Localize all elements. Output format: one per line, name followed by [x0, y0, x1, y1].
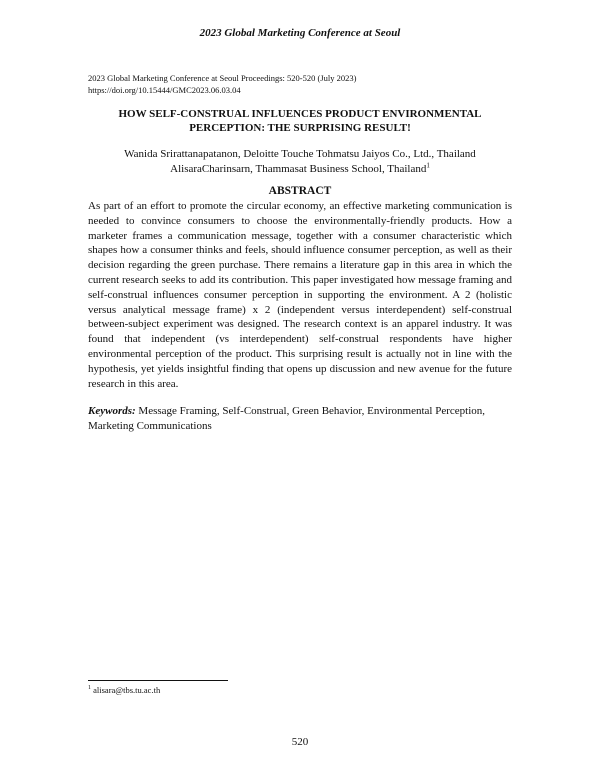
keywords-label: Keywords: [88, 405, 136, 417]
abstract-heading: ABSTRACT [268, 185, 332, 197]
author-line-2 [60, 162, 540, 177]
author-line-1: Wanida Srirattanapatanon, Deloitte Touche Tohmatsu Jaiyos Co., Ltd., Thailand [124, 148, 476, 160]
keywords [88, 404, 518, 434]
footnote-mark: 1 [426, 161, 430, 170]
author-line-2-text: AlisaraCharinsarn, Thammasat Business School, Thailand [170, 163, 427, 175]
page-number: 520 [291, 736, 309, 748]
proceedings-line: 2023 Global Marketing Conference at Seoul Proceedings: 520-520 (July 2023) [88, 73, 357, 83]
keywords-text: Message Framing, Self-Construal, Green Behavior, Environmental Perception, Marketing Communications [88, 405, 486, 432]
doi-link[interactable]: https://doi.org/10.15444/GMC2023.06.03.04 [88, 85, 241, 95]
running-header: 2023 Global Marketing Conference at Seoul [199, 27, 401, 39]
footnote-number: 1 [88, 685, 91, 692]
abstract-body: As part of an effort to promote the circular economy, an effective marketing communication is needed to convince consumers to choose the environmentally-friendly products. How a marketer frames a communication message, together with a consumer characteristic which shapes how a consumer thinks and feels, should influence consumer perception, as well as their decision regarding the green purchase. There remains a literature gap in this area in which the current research seeks to add its contribution. This paper investigated how message framing and self-construal influences consumer perception in supporting the environment. A 2 (holistic versus analytical message frame) x 2 (independent versus interdependent) self-construal between-subject experiment was designed. The research context is an apparel industry. It was found that independent (vs interdependent) self-construal respondents have higher environmental perception of the product. This surprising result is actually not in line with the hypothesis, yet yields insightful finding that opens up discussion and new avenue for the future research in this area. [88, 200, 512, 390]
author-block [60, 147, 540, 177]
footnote [88, 685, 160, 695]
title-line-1: HOW SELF-CONSTRUAL INFLUENCES PRODUCT ENVIRONMENTAL [118, 108, 482, 120]
footnote-email: alisara@tbs.tu.ac.th [93, 685, 161, 695]
footnote-divider [88, 680, 228, 681]
paper-title [80, 107, 520, 135]
publication-meta [88, 72, 356, 96]
title-line-2: PERCEPTION: THE SURPRISING RESULT! [189, 122, 411, 134]
